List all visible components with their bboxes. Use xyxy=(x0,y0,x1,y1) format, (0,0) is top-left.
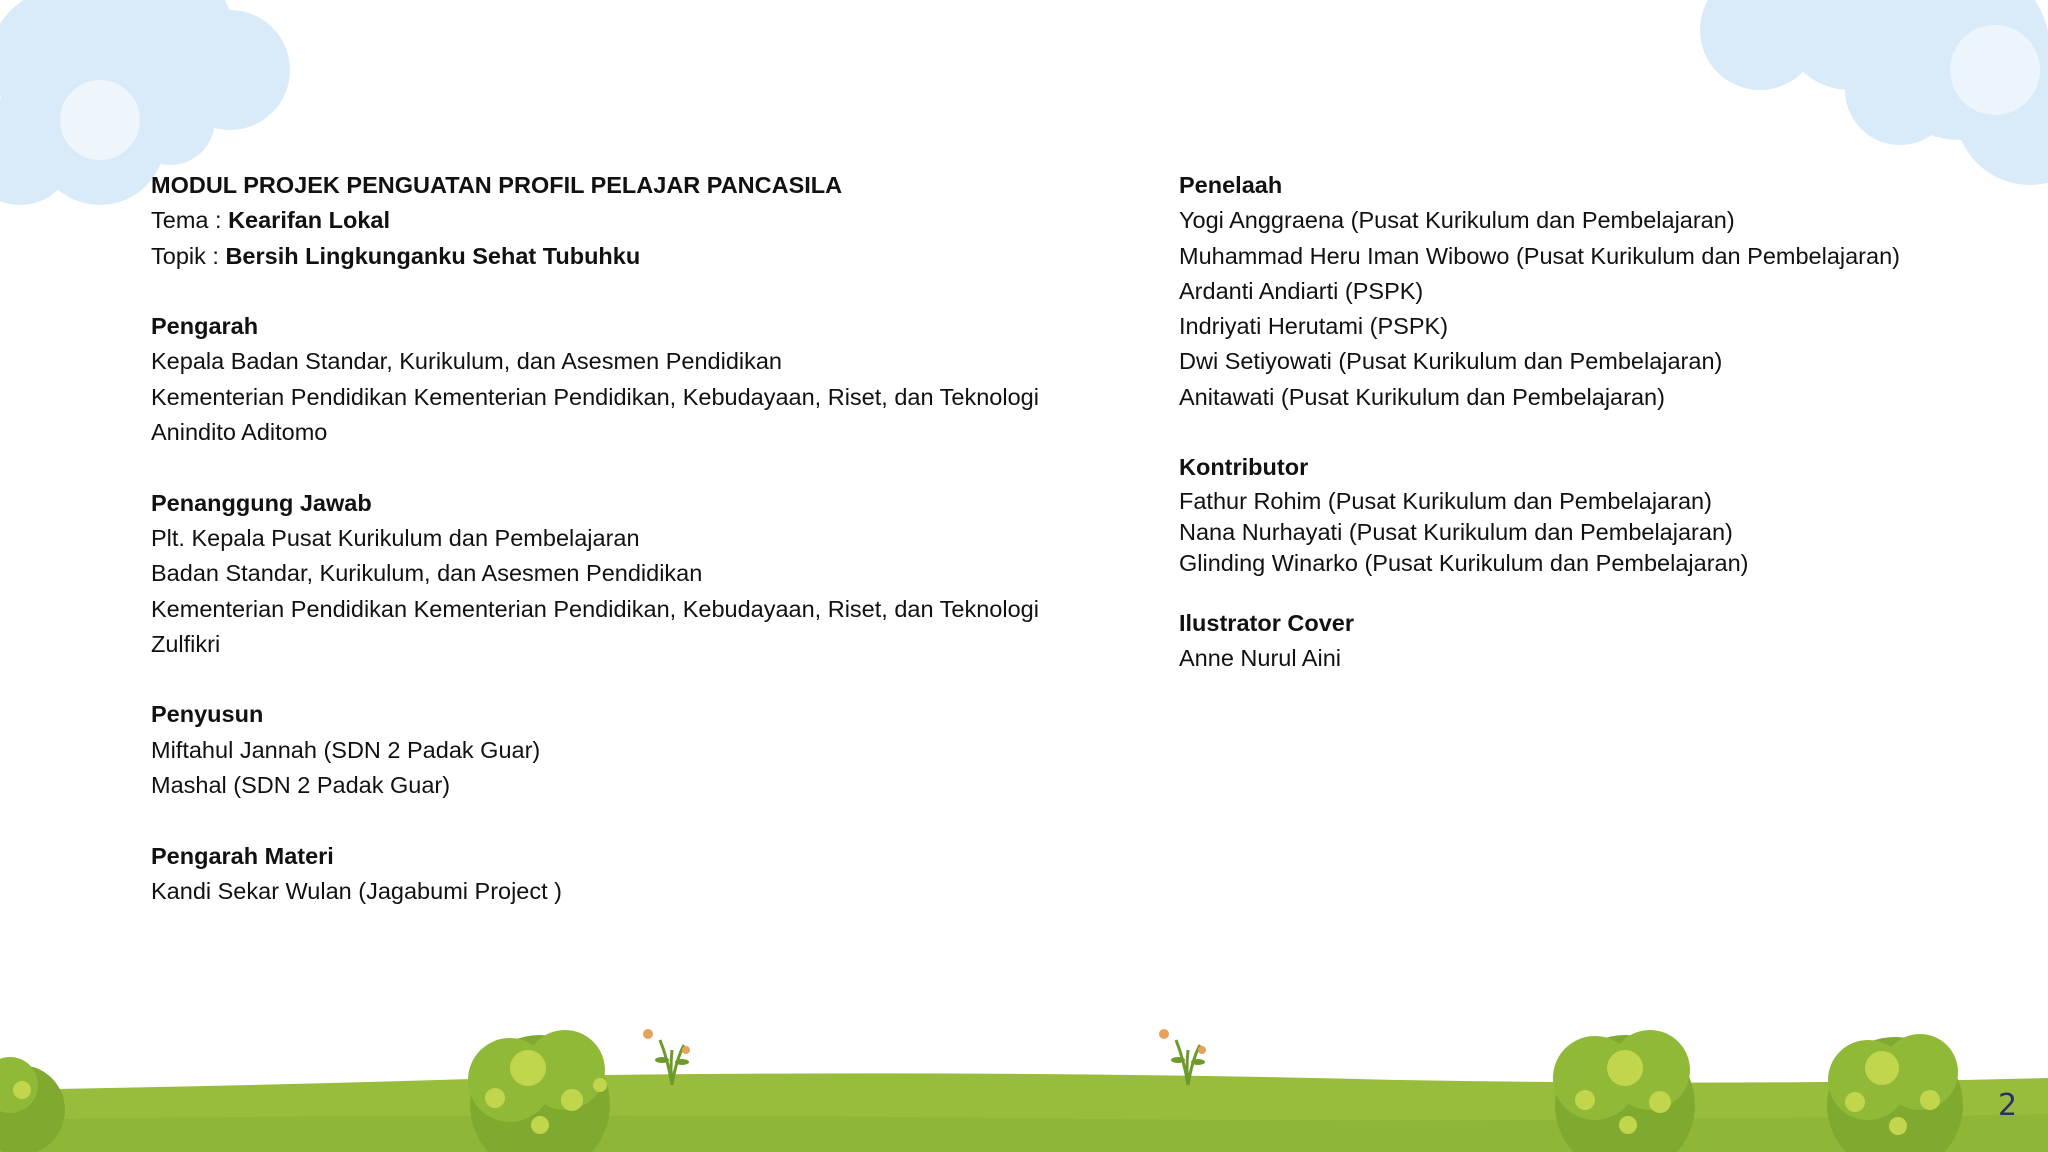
left-column xyxy=(151,168,1111,909)
topik-value: Bersih Lingkunganku Sehat Tubuhku xyxy=(225,242,641,269)
tema-label: Tema : xyxy=(151,207,229,234)
kontributor-line: Nana Nurhayati (Pusat Kurikulum dan Pembelajaran) xyxy=(1179,518,1733,545)
penelaah-line: Ardanti Andiarti (PSPK) xyxy=(1179,277,1424,304)
topik-line xyxy=(151,239,1111,274)
pengarah-heading: Pengarah xyxy=(151,313,259,340)
right-column xyxy=(1179,168,2039,676)
pengarah-materi-line: Kandi Sekar Wulan (Jagabumi Project ) xyxy=(151,877,563,904)
bush-left-edge xyxy=(0,1057,65,1152)
penelaah-line: Indriyati Herutami (PSPK) xyxy=(1179,313,1449,340)
penanggung-jawab-line: Badan Standar, Kurikulum, dan Asesmen Pendidikan xyxy=(151,560,703,587)
tema-value: Kearifan Lokal xyxy=(228,207,391,234)
tema-line xyxy=(151,203,1111,238)
penyusun-heading: Penyusun xyxy=(151,701,264,728)
bush-1 xyxy=(468,1030,610,1152)
penyusun-line: Miftahul Jannah (SDN 2 Padak Guar) xyxy=(151,736,541,763)
penanggung-jawab-line: Zulfikri xyxy=(151,630,221,657)
cloud-top-left-highlight xyxy=(60,80,140,160)
kontributor-line: Glinding Winarko (Pusat Kurikulum dan Pembelajaran) xyxy=(1179,549,1749,576)
grass-ground-shade xyxy=(0,1114,2048,1152)
topik-label: Topik : xyxy=(151,242,226,269)
kontributor-heading: Kontributor xyxy=(1179,454,1309,481)
pengarah-line: Anindito Aditomo xyxy=(151,419,328,446)
page-number: 2 xyxy=(1998,1088,2018,1123)
penelaah-line: Muhammad Heru Iman Wibowo (Pusat Kurikulum dan Pembelajaran) xyxy=(1179,242,1900,269)
penanggung-jawab-line: Kementerian Pendidikan Kementerian Pendidikan, Kebudayaan, Riset, dan Teknologi xyxy=(151,595,1039,622)
penelaah-line: Dwi Setiyowati (Pusat Kurikulum dan Pembelajaran) xyxy=(1179,348,1723,375)
penanggung-jawab-line: Plt. Kepala Pusat Kurikulum dan Pembelajaran xyxy=(151,524,640,551)
pengarah-line: Kepala Badan Standar, Kurikulum, dan Asesmen Pendidikan xyxy=(151,348,783,375)
penelaah-line: Yogi Anggraena (Pusat Kurikulum dan Pembelajaran) xyxy=(1179,207,1735,234)
pengarah-line: Kementerian Pendidikan Kementerian Pendidikan, Kebudayaan, Riset, dan Teknologi xyxy=(151,383,1039,410)
pengarah-materi-heading: Pengarah Materi xyxy=(151,842,334,869)
penelaah-line: Anitawati (Pusat Kurikulum dan Pembelajaran) xyxy=(1179,383,1665,410)
ilustrator-heading: Ilustrator Cover xyxy=(1179,609,1354,636)
bush-3 xyxy=(1827,1034,1963,1152)
penelaah-heading: Penelaah xyxy=(1179,172,1283,198)
bush-2 xyxy=(1553,1030,1695,1152)
ilustrator-line: Anne Nurul Aini xyxy=(1179,644,1341,671)
penanggung-jawab-heading: Penanggung Jawab xyxy=(151,489,372,516)
kontributor-line: Fathur Rohim (Pusat Kurikulum dan Pembelajaran) xyxy=(1179,487,1712,514)
module-title: MODUL PROJEK PENGUATAN PROFIL PELAJAR PANCASILA xyxy=(151,172,843,198)
cloud-top-right-highlight xyxy=(1950,25,2040,115)
penyusun-line: Mashal (SDN 2 Padak Guar) xyxy=(151,772,451,799)
